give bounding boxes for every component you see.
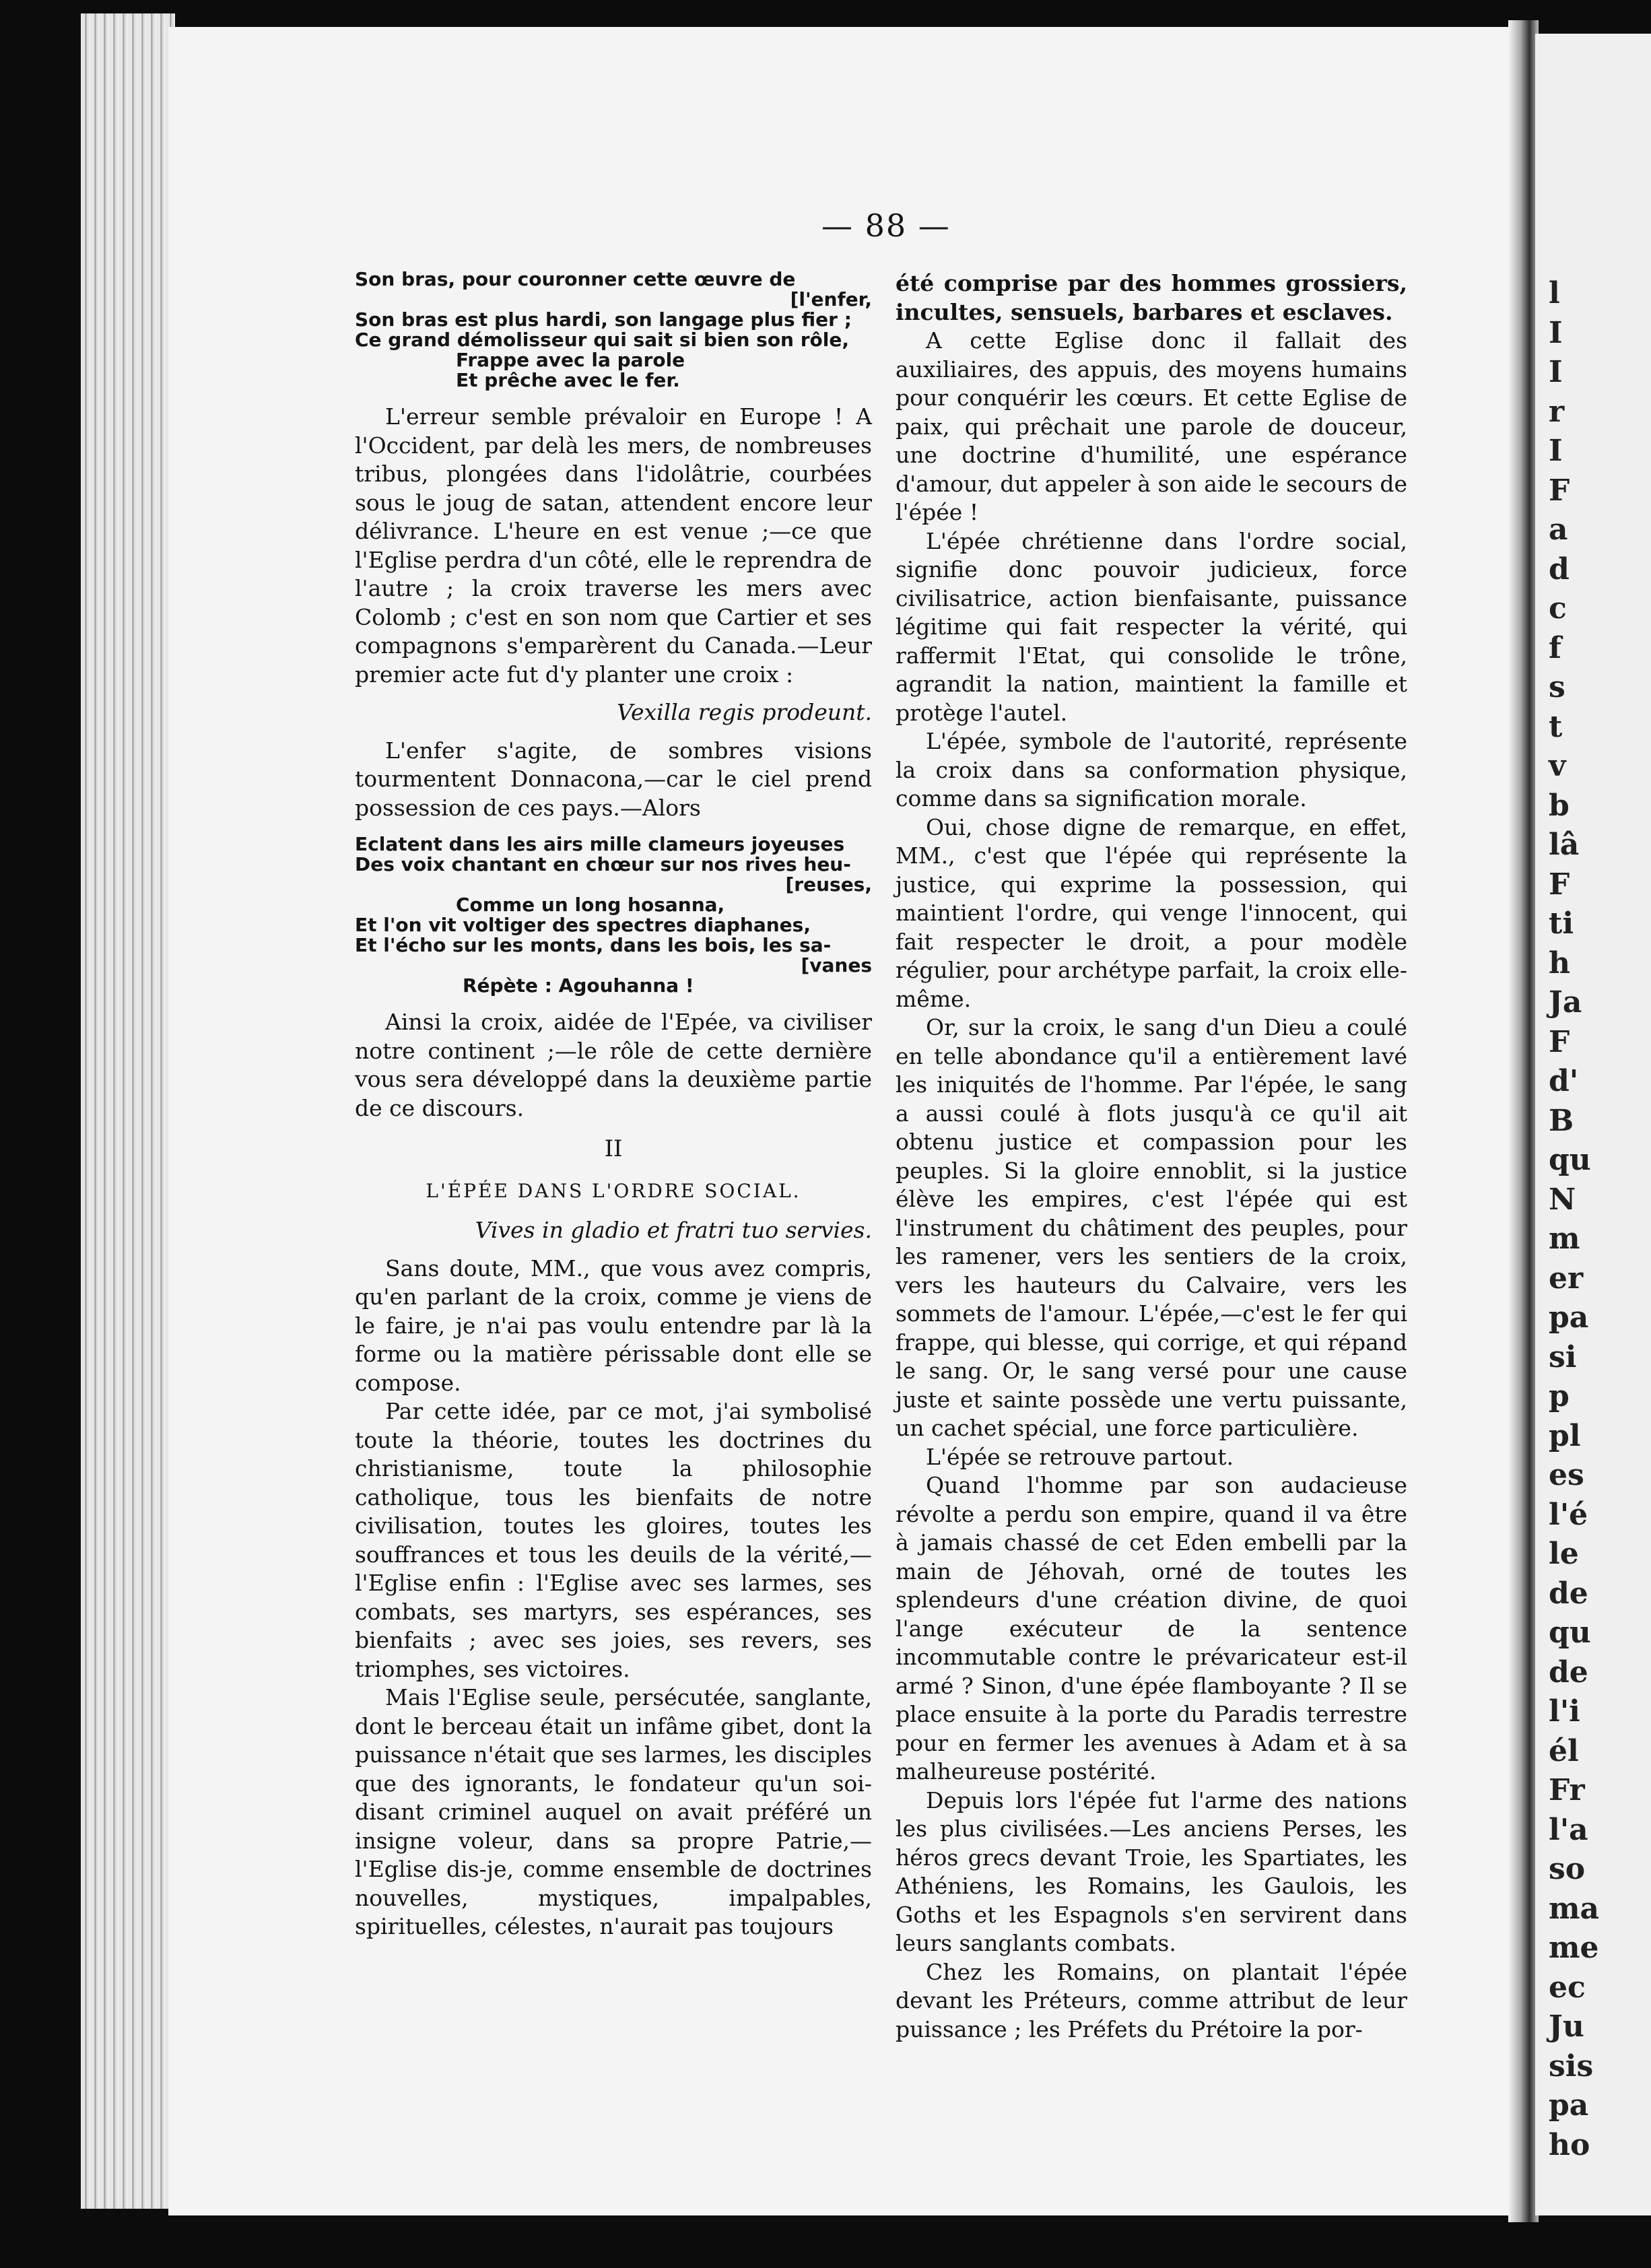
adjacent-page-fragment: l'é: [1549, 1497, 1588, 1532]
adjacent-page-fragment: d: [1549, 552, 1570, 587]
adjacent-page-fragment: lâ: [1549, 828, 1580, 863]
adjacent-page-fragment: d': [1549, 1064, 1579, 1099]
verse-line: Son bras, pour couronner cette œuvre de: [355, 268, 796, 290]
paragraph: Or, sur la croix, le sang d'un Dieu a coulé en telle abondance qu'il a entièrement lavé les iniquités de l'homme. Par l'épée, le sang a aussi coulé à flots jusqu'à ce qu'il ait obtenu justice et compassion pour les peuples. Si la gloire ennoblit, si la justice élève les empires, c'est l'épée qui est l'instrument du châtiment des peuples, pour les ramener, vers les sentiers de la croix, vers les hauteurs du Calvaire, vers les sommets de l'amour. L'épée,—c'est le fer qui frappe, qui blesse, qui corrige, et qui répand le sang. Or, le sang versé pour une cause juste et sainte possède une vertu puissante, un cachet spécial, une force particulière.: [896, 1014, 1407, 1441]
verse-line: Frappe avec la parole: [456, 349, 685, 371]
paragraph: Depuis lors l'épée fut l'arme des nations les plus civilisées.—Les anciens Perses, les héros grecs devant Troie, les Spartiates, les Athéniens, les Romains, les Gaulois, les Goths et les Espagnols s'en servirent dans leurs sanglants combats.: [896, 1787, 1407, 1956]
adjacent-page-fragment: I: [1549, 434, 1563, 469]
verse-line: Ce grand démolisseur qui sait si bien son rôle,: [355, 329, 850, 351]
verse-line: [l'enfer,: [790, 288, 872, 310]
adjacent-page-fragment: ec: [1549, 1970, 1586, 2005]
adjacent-page-fragment: qu: [1549, 1143, 1591, 1178]
adjacent-page-fragment: pl: [1549, 1418, 1581, 1453]
paragraph: L'épée, symbole de l'autorité, représente la croix dans sa conformation physique, comme dans sa signification morale.: [896, 728, 1407, 811]
latin-quote: Vives in gladio et fratri tuo servies.: [475, 1217, 872, 1243]
verse-line: Son bras est plus hardi, son langage plus fier ;: [355, 308, 852, 331]
verse-block-1: [355, 269, 872, 391]
adjacent-page-fragment: c: [1549, 591, 1567, 626]
adjacent-page-fragment: sis: [1549, 2048, 1594, 2083]
paragraph: Quand l'homme par son audacieuse révolte a perdu son empire, quand il va être à jamais chassé de cet Eden embelli par la main de Jéhovah, orné de toutes les splendeurs d'une création divine, de quoi l'ange exécuteur de la sentence incommutable contre le prévaricateur est-il armé ? Sinon, d'une épée flamboyante ? Il se place ensuite à la porte du Paradis terrestre pour en fermer les avenues à Adam et à sa malheureuse postérité.: [896, 1472, 1407, 1785]
adjacent-page-fragment: N: [1549, 1182, 1576, 1217]
adjacent-page-fragment: qu: [1549, 1615, 1591, 1650]
verse-line: Et l'écho sur les monts, dans les bois, les sa-: [355, 934, 832, 956]
adjacent-page-fragment: B: [1549, 1103, 1574, 1138]
paragraph: été comprise par des hommes grossiers, incultes, sensuels, barbares et esclaves.: [896, 270, 1407, 325]
adjacent-page-fragment: Ju: [1549, 2009, 1584, 2044]
adjacent-page-fragment: él: [1549, 1733, 1579, 1768]
adjacent-page-fragment: l'a: [1549, 1812, 1588, 1847]
paragraph: Par cette idée, par ce mot, j'ai symbolisé toute la théorie, toutes les doctrines du christianisme, toute la philosophie catholique, tous les bienfaits de notre civilisation, toutes les gloires, toutes les souffrances et tous les deuils de la vérité,—l'Eglise enfin : l'Eglise avec ses larmes, ses combats, ses martyrs, ses espérances, ses bienfaits ; avec ses joies, ses revers, ses triomphes, ses victoires.: [355, 1398, 872, 1682]
verse-line: Des voix chantant en chœur sur nos rives heu-: [355, 853, 851, 875]
verse-line: Eclatent dans les airs mille clameurs joyeuses: [355, 833, 845, 855]
adjacent-page-fragment: pa: [1549, 2088, 1589, 2123]
adjacent-page-fragment: I: [1549, 315, 1563, 350]
adjacent-page-fragment: f: [1549, 630, 1561, 665]
paragraph: L'épée se retrouve partout.: [926, 1443, 1234, 1470]
adjacent-page-fragment: I: [1549, 355, 1563, 390]
paragraph: L'erreur semble prévaloir en Europe ! A l'Occident, par delà les mers, de nombreuses tribus, plongées dans l'idolâtrie, courbées sous le joug de satan, attendent encore leur délivrance. L'heure en est venue ;—ce que l'Eglise perdra d'un côté, elle le reprendra de l'autre ; la croix traverse les mers avec Colomb ; c'est en son nom que Cartier et ses compagnons s'emparèrent du Canada.—Leur premier acte fut d'y planter une croix :: [355, 403, 872, 688]
adjacent-page-fragment: r: [1549, 394, 1565, 429]
paragraph: Sans doute, MM., que vous avez compris, qu'en parlant de la croix, comme je viens de le faire, je n'ai pas voulu entendre par là la forme ou la matière périssable dont elle se compose.: [355, 1255, 872, 1396]
adjacent-page-fragment: Ja: [1549, 985, 1582, 1020]
page-gutter-shadow: [1508, 20, 1539, 2222]
page-number: — 88 —: [821, 207, 951, 244]
adjacent-page-fragment: F: [1549, 473, 1570, 508]
verse-line: [vanes: [801, 954, 872, 976]
adjacent-page-fragment: t: [1549, 709, 1563, 744]
paragraph: Oui, chose digne de remarque, en effet, MM., c'est que l'épée qui représente la justice, qui exprime la possession, qui maintient l'ordre, qui venge l'innocent, qui fait respecter le droit, a pour modèle régulier, pour archétype parfait, la croix elle-même.: [896, 813, 1407, 1012]
right-column: [896, 269, 1407, 2044]
paragraph: Chez les Romains, on plantait l'épée devant les Préteurs, comme attribut de leur puissance ; les Préfets du Prétoire la por-: [896, 1958, 1407, 2042]
paragraph: L'enfer s'agite, de sombres visions tourmentent Donnacona,—car le ciel prend possession de ces pays.—Alors: [355, 737, 872, 821]
adjacent-page-fragment: ho: [1549, 2128, 1590, 2162]
verse-line: Comme un long hosanna,: [456, 894, 725, 916]
paragraph: Mais l'Eglise seule, persécutée, sanglante, dont le berceau était un infâme gibet, dont la puissance n'était que ses larmes, les disciples que des ignorants, le fondateur qu'un soi-disant criminel auquel on avait préféré un insigne voleur, dans sa propre Patrie,—l'Eglise dis-je, comme ensemble de doctrines nouvelles, mystiques, impalpables, spirituelles, célestes, n'aurait pas toujours: [355, 1684, 872, 1939]
adjacent-page-fragment: F: [1549, 1024, 1570, 1059]
paragraph: Ainsi la croix, aidée de l'Epée, va civiliser notre continent ;—le rôle de cette dernière vous sera développé dans la deuxième partie de ce discours.: [355, 1009, 872, 1121]
section-title: L'ÉPÉE DANS L'ORDRE SOCIAL.: [426, 1179, 801, 1202]
adjacent-page-fragment: si: [1549, 1339, 1577, 1374]
adjacent-page-fragment: a: [1549, 512, 1568, 547]
adjacent-page-fragment: p: [1549, 1379, 1570, 1414]
verse-line: Répète : Agouhanna !: [463, 974, 694, 997]
adjacent-page-fragment: l'i: [1549, 1694, 1580, 1729]
adjacent-page-fragment: er: [1549, 1261, 1584, 1296]
adjacent-page-fragment: m: [1549, 1222, 1580, 1257]
adjacent-page-fragment: me: [1549, 1931, 1599, 1966]
adjacent-page-fragment: ma: [1549, 1891, 1600, 1926]
adjacent-page-fragment: b: [1549, 788, 1570, 823]
verse-block-2: [355, 834, 872, 996]
adjacent-page-fragment: F: [1549, 867, 1570, 902]
adjacent-page-fragment: s: [1549, 670, 1565, 705]
paragraph: A cette Eglise donc il fallait des auxiliaires, des appuis, des moyens humains pour conquérir les cœurs. Et cette Eglise de paix, qui prêchait une parole de douceur, une doctrine d'humilité, une espérance d'amour, dut appeler à son aide le secours de l'épée !: [896, 327, 1407, 525]
verse-line: [reuses,: [785, 873, 872, 896]
adjacent-page-fragment: es: [1549, 1458, 1584, 1493]
adjacent-page-fragment: de: [1549, 1576, 1588, 1611]
adjacent-page-fragment: de: [1549, 1655, 1588, 1690]
adjacent-page-fragment: l: [1549, 276, 1560, 310]
adjacent-page-fragment: v: [1549, 749, 1566, 784]
adjacent-page-fragment: ti: [1549, 906, 1574, 941]
verse-line: Et l'on vit voltiger des spectres diaphanes,: [355, 914, 811, 936]
adjacent-page-fragment: Fr: [1549, 1773, 1585, 1808]
paragraph: L'épée chrétienne dans l'ordre social, signifie donc pouvoir judicieux, force civilisatrice, action bienfaisante, puissance légitime qui fait respecter la vérité, qui raffermit l'Etat, qui consolide le trône, agrandit la nation, maintient la famille et protège l'autel.: [896, 527, 1407, 726]
section-number: II: [604, 1135, 623, 1162]
adjacent-page-fragment: pa: [1549, 1300, 1589, 1335]
adjacent-page-fragment: so: [1549, 1852, 1586, 1887]
left-column: [355, 269, 872, 1941]
adjacent-page-fragment: le: [1549, 1537, 1579, 1572]
latin-quote: Vexilla regis prodeunt.: [617, 699, 872, 725]
book-page-edges: [81, 13, 175, 2209]
adjacent-page-fragment: h: [1549, 945, 1570, 980]
verse-line: Et prêche avec le fer.: [456, 369, 680, 391]
adjacent-page-sliver: [1535, 34, 1651, 2215]
